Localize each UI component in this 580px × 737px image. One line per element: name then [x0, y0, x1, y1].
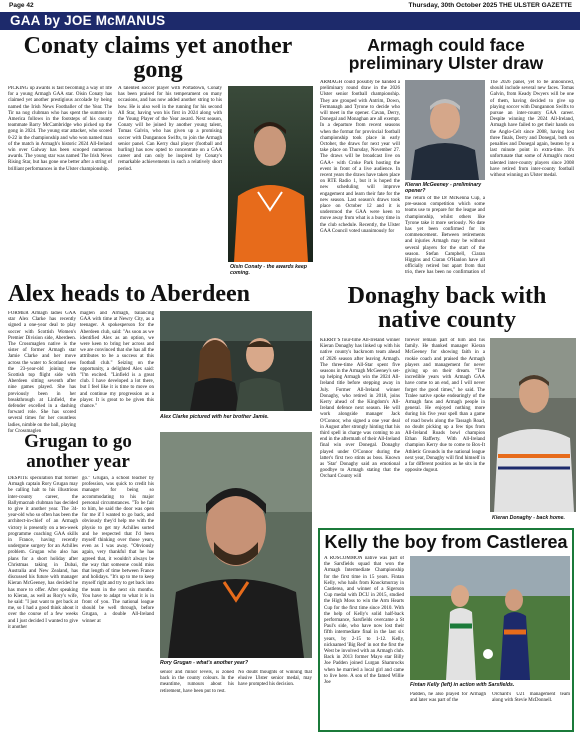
s5-col4: No doubt thoughts of winning that elusive Ulster senior medal, may have prompted his decision.: [238, 670, 312, 688]
s6-col2: Padden, he also played for Armagh and later was part of the: [410, 692, 486, 704]
s4-caption: Kieran Donaghy - back home.: [492, 515, 565, 521]
s5-headline: Grugan to go another year: [24, 431, 132, 472]
page-number: Page 42: [9, 2, 34, 9]
s5-col1: DESPITE speculation that former Armagh captain Rory Grugan may be calling halt to his illustrious inter-county career, the Ballymacnab clubman has decided to give it another year. The 34-year-old who so often has been the architect-in-chief of an Armagh victory is presently on a ten-week programme coaching GAA skills in France, having recently undergone surgery for an Achilles problem. Grugan who also has plans for a short holiday after Christmas taking in Dubai, Australia and New Zealand, has discussed his future with manager Kieran McGeeney, has decided he has more to offer. After speaking to Kieran, as well as Rory's wife, he said: "I just want to get back at me, so I had a good think about it over the course of a few weeks and I just decided I wanted to give it another: [8, 476, 78, 630]
section-band: [0, 12, 580, 30]
s2-col2: the return of the Dr McKenna Cup, a pre-season competition which some teams use to prepare for the league and championship, whilst others like Tyrone take it more seriously. No date has yet been confirmed for its commencement. Between retirements and injuries Armagh may be without several players for the start of the season. Stefan Campbell, Ciaran Higgins and Ciaran O'Hanlon have all officially retired but apart from that trio, there has been no confirmation of: [405, 196, 485, 276]
s2-headline: Armagh could face preliminary Ulster draw: [348, 35, 544, 74]
page-header: [0, 0, 580, 12]
s5-col2: go." Grugan, a school teacher by profession, was quick to credit his manager for being so accommodating to his major personal circumstances. "To be fair to him, he said the door was open for me if I wanted to go back, and obviously they'd help me with the physio to get my Achilles sorted and he respected that I'd been myself thinking over those years, even as I was away. "Obviously again, very thankful that he has agreed that, it wouldn't always be the way that someone could miss that length of time between France and holidays. "It's up to me to keep myself right and try to get back into the team in the next six months. You have to adapt to what it is in front of you. The national league should be well through, before Grugan, a double All-Ireland winner at: [82, 476, 154, 624]
s3-photo: [160, 311, 312, 411]
s5-col3: senior and minor levels, is zoned back in the county colours. In the meantime, rumours about his retirement, have been put to rest.: [160, 670, 234, 694]
s6-photo: [410, 556, 570, 680]
s1-caption: Oisin Conaty - the awards keep coming.: [230, 264, 307, 276]
s4-headline: Donaghy back with native county: [347, 283, 547, 333]
s6-caption: Fintan Kelly (left) in action with Sarsfields.: [410, 682, 515, 688]
s1-headline: Conaty claims yet another gong: [23, 33, 293, 83]
s6-photo-image: [410, 556, 570, 680]
page-date-title: Thursday, 30th October 2025 THE ULSTER GAZETTE: [408, 2, 572, 9]
section-band-title: GAA by JOE McMANUS: [10, 13, 166, 28]
s1-photo: [228, 86, 313, 262]
s4-col2: forever remain part of him and his family. He thanked manager Kieran McGeeney for showing faith in a rookie coach and praised the Armagh players and management for never giving up on their dream. "The incredible years with Armagh GAA have come to an end, and I will never forget the good times," he said. The Tralee native spoke endearingly of the Armagh fans and Armagh people in general. He enjoyed nothing more during his five year spell than a game of road bowls along the Tassagh Road, no doubt picking up a few tips from All-Ireland Roads bowl champion Ethan Rafferty. With All-Ireland champion Kerry due to come to Box-It Athletic Grounds in the national league next year, Donaghy will find himself in a far different position as he sits in the opposite dugout.: [405, 338, 485, 474]
s2-col3: The 2026 panel, yet to be announced, should include several new faces. Tomas Galvin, from Keady Dwyers will be one of them, having decided to give up playing soccer with Dungannon Swifts to pursue an inter-county GAA career. Despite winning the 2024 All-Ireland, Armagh have failed to get their hands on the Anglo-Celt since 2008, having lost three finals, Derry and Donegal, both on penalties and Donegal again, beaten by a last minute point in extra-time. It's unfortunate that some of Armagh's most talented inter-county players since 2008 have retired from inter-county football without winning an Ulster medal.: [490, 80, 574, 179]
s5-photo: [160, 432, 312, 658]
s2-col1: ARMAGH could possibly be handed a preliminary round draw in the 2026 Ulster senior football championship. They are grouped with Antrim, Down, Fermanagh and Tyrone to decide who will meet in the opener. Cavan, Derry, Donegal and Monaghan are all exempt. In a departure from recent seasons when the format for provincial football championship took place in early October, the draws for next year will take place on Thursday, November 27. The draws will be broadcast live on GAA+ with Croke Park hosting the event in front of a live audience. In recent years the draws have taken place on RTE Radio 1, but it is hoped the new scheduling will improve engagement and learn their fate for the new season. Last season's draws took place on October 12 and it is understood the GAA were keen to move away from what is a busy time in the club schedule. Recently, the Ulster GAA Council voted unanimously for: [320, 80, 400, 234]
s1-col1: PICKING up awards is fast becoming a way of life for a young Armagh GAA star. Oisin Conaty has claimed yet another prestigious accolade by being named the Irish News Footballer of the Year. The Tir na nog clubman who has spent the summer in America follows in the footsteps of his county teammate Barry McCambridge who picked up the gong in 2024. The young star attacker, who scored 0-22 in the championship and who won named man of the match in Armagh's historic 2024 All-Ireland win over Galway has been scooped numerous awards. The young star was named The Irish News Rising Star, but has gone one better after a string of brilliant performances in the Ulster championship.: [8, 86, 112, 172]
s4-col1: KERRY'S four-time All-Ireland winner Kieran Donaghy has linked up with his native county's backroom team ahead of 2026 season after leaving Armagh. The three-time All-Star spent five seasons in the Armagh McGeeney's set-up helping Armagh win the 2024 All-Ireland title before stepping away in July. Former All-Ireland winner Donaghy, who retired in 2018, joins Kerry ahead of the Kingdom's All-Ireland defence next season. He will work alongside manager Jack O'Connor, who signed a one year deal in August after strongly hinting that his third spell in charge was coming to an end in the aftermath of their All-Ireland final win over Donegal. Donaghy played under O'Connor during the latter's first two stints as boss. Known as 'Star' Donaghy said an emotional goodbye to Armagh stating that the Orchard County will: [320, 338, 400, 480]
s4-photo-image: [490, 338, 576, 512]
s4-photo: [490, 338, 576, 512]
s5-photo-image: [160, 432, 312, 658]
s2-photo-image: [405, 80, 485, 180]
s3-col2: maglen and Armagh, balancing GAA with time at Newry City, as a teenager. A spokesperson for the Aberdeen club, said: "As soon as we identified Alex as an option, we were keen to bring her across and we are convinced that she has all the attributes to be a success at this football club." Seizing on the opportunity, a delighted Alex said: "I'm excited. "Linfield is a great club. I have developed a lot there, but I feel like it is time to move on and continue my progression as a player. It is great to be given this chance.": [80, 311, 154, 410]
s6-headline: Kelly the boy from Castlerea: [324, 532, 568, 552]
s2-photo: [405, 80, 485, 180]
s1-photo-image: [228, 86, 313, 262]
s6-col1: A ROSCOMMON native was part of the Sarsfields squad that won the Armagh Intermediate Championship for the first time in 15 years. Fintan Kelly, who hails from Knockmurray in Castlerea, and winner of a Sigerson Cup medal with DCU in 2015, studied the High Moss to win the Arm Hearts Cup for the first time since 2010. With the help of Kelly's solid half-back performance, Sarsfields overcame a St Paul's side, who have now lost their fifth intermediate final in the last six years, by 2-15 to 1-12. Kelly, nicknamed 'Big Red' in not the first the West be involved with an Armagh club. Back in 2013 former Mayo star Billy Joe Padden joined Lurgan Shamrocks when he married a local girl and came to live here. A son of the famed Willie Joe: [324, 556, 404, 686]
s6-col3: Orchard's U21 management team along with Stevie McDonnell.: [492, 692, 570, 704]
s3-headline: Alex heads to Aberdeen: [8, 281, 250, 307]
s3-caption: Alex Clarke pictured with her brother Jamie.: [160, 414, 269, 420]
s2-caption: Kieran McGeeney - preliminary opener?: [405, 182, 482, 194]
s3-photo-image: [160, 311, 312, 411]
s1-col2: A talented soccer player with Portadown, Conaty has been praised for his temperament on many occasions, and has now added another string to his bow. He is also well in the running for his second All Star, having won his first in 2024 along with the Young Player of the Year award. Next season, Conaty will be joined by another young talent, Tomas Galvin, who has given up a promising soccer with Dungannon Swifts, to join the Armagh senior panel. Can Kerry dual player (football and hurling) has now opted to concentrate on a GAA career and can only be inspired by Conaty's remarkable achievements in such a relatively short period.: [118, 86, 222, 172]
s3-col1: FORMER Armagh ladies GAA star Alex Clarke has recently signed a one-year deal to play soccer with Scottish Women's Premier Division side, Aberdeen. The Crossmaglen native is the sister of former Armagh star Jamie Clarke and her move across the water to Scotland sees the 23-year-old joining the Scottish top flight side with Aberdeen sitting seventh after nine games played. She has previously been in her breakthrough at Linfield, the defender excelled in a dashing forward role. She has scored several times for her countless ladies, nimble on the ball, playing for Crossmaglen: [8, 311, 76, 433]
s5-caption: Rory Grugan - what's another year?: [160, 660, 248, 666]
